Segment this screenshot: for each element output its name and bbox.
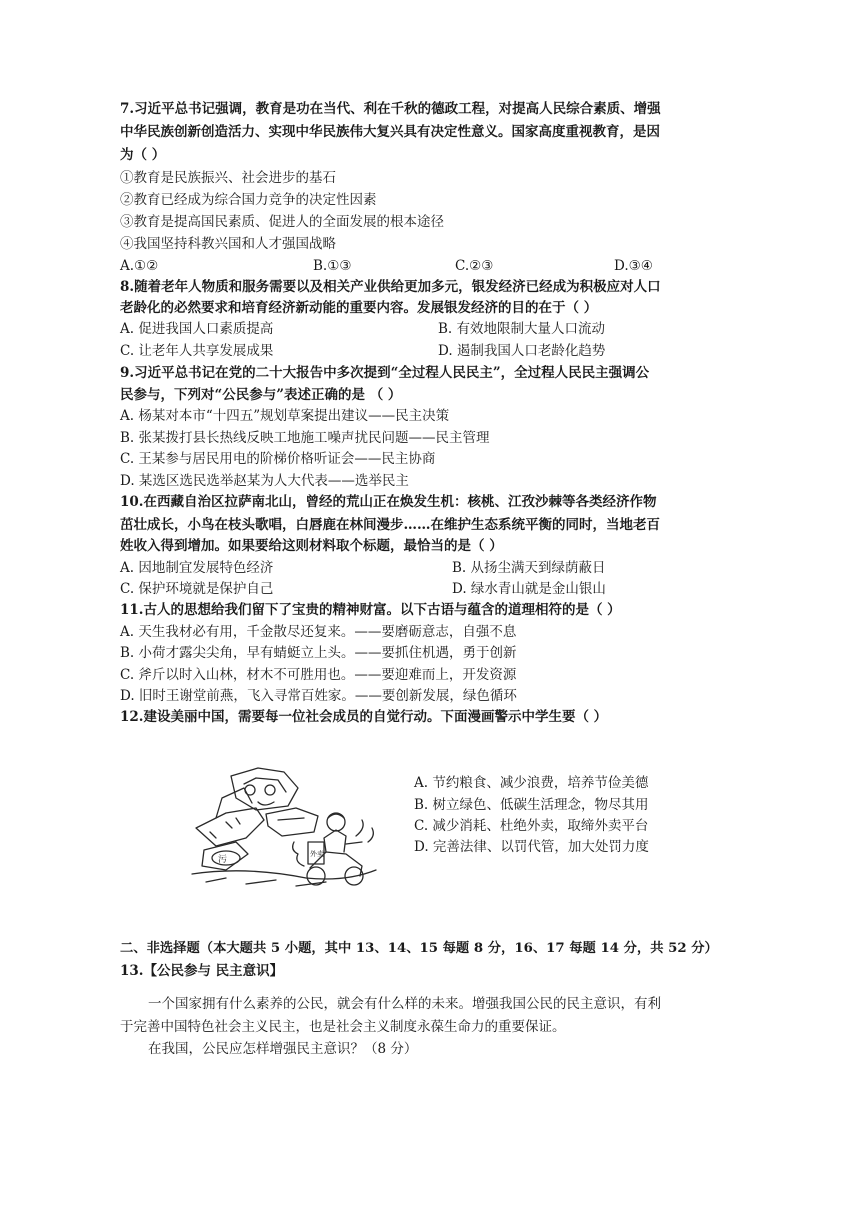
q7-statement-3: ③教育是提高国民素质、促进人的全面发展的根本途径 bbox=[120, 214, 444, 230]
cartoon-label-pollution: 污 bbox=[218, 855, 228, 865]
q12-option-d: D. 完善法律、以罚代管，加大处罚力度 bbox=[414, 839, 649, 855]
q11-stem: 11.古人的思想给我们留下了宝贵的精神财富。以下古语与蕴含的道理相符的是（ ） bbox=[120, 602, 621, 618]
q12-option-a: A. 节约粮食、减少浪费，培养节俭美德 bbox=[414, 775, 649, 791]
q10-option-d: D. 绿水青山就是金山银山 bbox=[452, 581, 606, 597]
q7-stem-line2: 中华民族创新创造活力、实现中华民族伟大复兴具有决定性意义。国家高度重视教育，是因 bbox=[120, 124, 660, 140]
q11-option-c: C. 斧斤以时入山林，材木不可胜用也。——要迎难而上，开发资源 bbox=[120, 667, 517, 683]
cartoon-drawing bbox=[186, 758, 380, 896]
q7-statement-4: ④我国坚持科教兴国和人才强国战略 bbox=[120, 236, 336, 252]
q10-stem-line1: 10.在西藏自治区拉萨南北山，曾经的荒山正在焕发生机：核桃、江孜沙棘等各类经济作物 bbox=[120, 494, 657, 510]
q13-question: 在我国，公民应怎样增强民主意识？（8 分） bbox=[148, 1041, 418, 1057]
q13-material-line1: 一个国家拥有什么素养的公民，就会有什么样的未来。增强我国公民的民主意识，有利 bbox=[148, 996, 661, 1012]
q7-statement-2: ②教育已经成为综合国力竞争的决定性因素 bbox=[120, 192, 377, 208]
q7-stem-line3: 为（ ） bbox=[120, 147, 166, 163]
q7-statement-1: ①教育是民族振兴、社会进步的基石 bbox=[120, 170, 336, 186]
q11-option-d: D. 旧时王谢堂前燕，飞入寻常百姓家。——要创新发展，绿色循环 bbox=[120, 688, 517, 704]
q11-option-b: B. 小荷才露尖尖角，早有蜻蜓立上头。——要抓住机遇，勇于创新 bbox=[120, 645, 517, 661]
q8-stem-line1: 8.随着老年人物质和服务需要以及相关产业供给更加多元，银发经济已经成为积极应对人口 bbox=[120, 279, 661, 295]
q10-option-b: B. 从扬尘满天到绿荫蔽日 bbox=[452, 560, 606, 576]
q7-option-d: D.③④ bbox=[614, 258, 653, 274]
q7-option-b: B.①③ bbox=[313, 258, 352, 274]
q13-title: 13.【公民参与 民主意识】 bbox=[120, 963, 284, 979]
q9-stem-line1: 9.习近平总书记在党的二十大报告中多次提到“全过程人民民主”，全过程人民民主强调公 bbox=[120, 365, 650, 381]
q12-cartoon-illustration bbox=[186, 758, 380, 896]
q8-option-b: B. 有效地限制大量人口流动 bbox=[438, 321, 606, 337]
q7-option-c: C.②③ bbox=[455, 258, 494, 274]
section2-heading: 二、非选择题（本大题共 5 小题，其中 13、14、15 每题 8 分，16、17 每题 14 分，共 52 分） bbox=[120, 941, 718, 956]
q13-material-line2: 于完善中国特色社会主义民主，也是社会主义制度永葆生命力的重要保证。 bbox=[120, 1019, 566, 1035]
q8-option-a: A. 促进我国人口素质提高 bbox=[120, 321, 274, 337]
q10-option-a: A. 因地制宜发展特色经济 bbox=[120, 560, 274, 576]
q9-option-a: A. 杨某对本市“十四五”规划草案提出建议——民主决策 bbox=[120, 408, 450, 424]
q12-option-b: B. 树立绿色、低碳生活理念，物尽其用 bbox=[414, 797, 649, 813]
q10-stem-line2: 茁壮成长，小鸟在枝头歌唱，白唇鹿在林间漫步……在维护生态系统平衡的同时，当地老百 bbox=[120, 517, 660, 533]
q8-option-d: D. 遏制我国人口老龄化趋势 bbox=[438, 343, 606, 359]
q7-option-a: A.①② bbox=[120, 258, 159, 274]
q11-option-a: A. 天生我材必有用，千金散尽还复来。——要磨砺意志，自强不息 bbox=[120, 624, 517, 640]
q8-stem-line2: 老龄化的必然要求和培育经济新动能的重要内容。发展银发经济的目的在于（ ） bbox=[120, 300, 598, 316]
cartoon-label-takeout: 外卖 bbox=[310, 850, 324, 858]
q8-option-c: C. 让老年人共享发展成果 bbox=[120, 343, 274, 359]
q9-option-c: C. 王某参与居民用电的阶梯价格听证会——民主协商 bbox=[120, 451, 436, 467]
q10-option-c: C. 保护环境就是保护自己 bbox=[120, 581, 274, 597]
q9-stem-line2: 民参与，下列对“公民参与”表述正确的是 （ ） bbox=[120, 387, 402, 403]
q9-option-b: B. 张某拨打县长热线反映工地施工噪声扰民问题——民主管理 bbox=[120, 430, 490, 446]
q7-stem-line1: 7.习近平总书记强调，教育是功在当代、利在千秋的德政工程，对提高人民综合素质、增强 bbox=[120, 101, 661, 117]
q9-option-d: D. 某选区选民选举赵某为人大代表——选举民主 bbox=[120, 473, 409, 489]
q10-stem-line3: 姓收入得到增加。如果要给这则材料取个标题，最恰当的是（ ） bbox=[120, 538, 503, 554]
q12-stem: 12.建设美丽中国，需要每一位社会成员的自觉行动。下面漫画警示中学生要（ ） bbox=[120, 709, 608, 725]
q12-option-c: C. 减少消耗、杜绝外卖，取缔外卖平台 bbox=[414, 818, 649, 834]
